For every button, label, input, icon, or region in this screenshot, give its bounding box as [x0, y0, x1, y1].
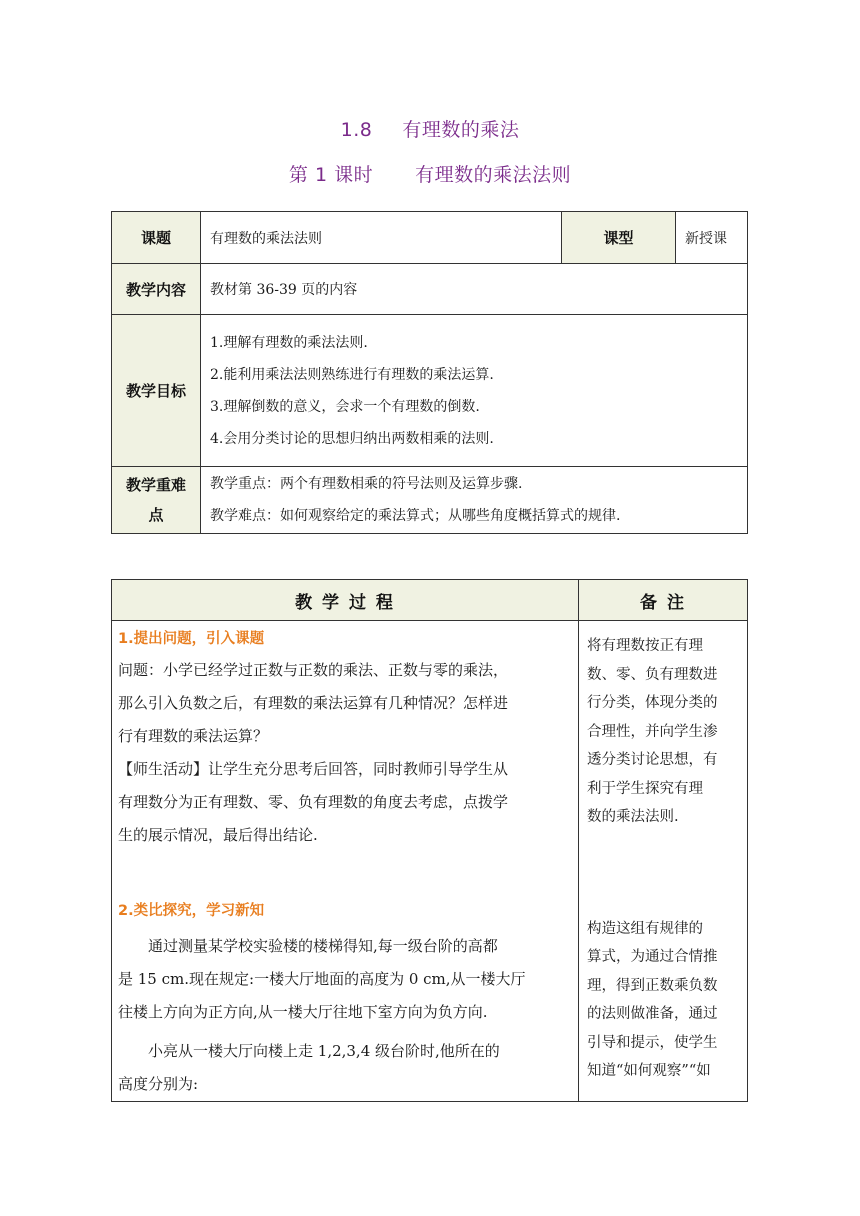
process-body-row	[112, 621, 748, 1102]
section-number: 1.8	[340, 119, 373, 141]
goals-label: 教学目标	[112, 315, 201, 467]
section-title-2: 2.类比探究，学习新知	[118, 903, 265, 919]
note-1: 将有理数按正有理 数、零、负有理数进 行分类，体现分类的 合理性，并向学生渗 透分类讨论思想，有 利于学生探究有理 数的乘法法则.	[587, 638, 718, 825]
topic-value: 有理数的乘法法则	[201, 212, 562, 264]
process-content	[112, 621, 579, 1102]
content-value: 教材第 36-39 页的内容	[201, 264, 748, 315]
topic-row	[112, 212, 748, 264]
section-title-1: 1.提出问题，引入课题	[118, 631, 265, 647]
key-point: 教学重点：两个有理数相乘的符号法则及运算步骤.	[210, 476, 523, 492]
lesson-heading	[0, 160, 860, 187]
lesson-number: 第 1 课时	[288, 164, 374, 186]
goal-item: 1.理解有理数的乘法法则.	[210, 334, 368, 351]
note-2: 构造这组有规律的 算式，为通过合情推 理，得到正数乘负数 的法则做准备，通过 引导和提示，使学生 知道“如何观察”“如	[587, 920, 718, 1079]
section-1-text: 问题：小学已经学过正数与正数的乘法、正数与零的乘法， 那么引入负数之后，有理数的乘法运算有几种情况？怎样进 行有理数的乘法运算？ 【师生活动】让学生充分思考后回答，同时教师引导学生从 有理数分为正有理数、零、负有理数的角度去考虑，点拨学 生的展示情况，最后得出结论.	[118, 661, 509, 844]
type-label: 课型	[562, 212, 676, 264]
key-points-row	[112, 467, 748, 534]
goal-item: 3.理解倒数的意义，会求一个有理数的倒数.	[210, 398, 480, 415]
goal-item: 2.能利用乘法法则熟练进行有理数的乘法运算.	[210, 366, 494, 383]
process-header: 教 学 过 程	[112, 580, 579, 621]
content-label: 教学内容	[112, 264, 201, 315]
key-points-cell	[201, 467, 748, 534]
lesson-title: 有理数的乘法法则	[415, 164, 572, 186]
section-heading	[0, 115, 860, 142]
key-point: 教学难点：如何观察给定的乘法算式；从哪些角度概括算式的规律.	[210, 508, 621, 524]
goal-item: 4.会用分类讨论的思想归纳出两数相乘的法则.	[210, 430, 494, 447]
type-value: 新授课	[676, 212, 748, 264]
notes-header: 备 注	[579, 580, 748, 621]
goals-row	[112, 315, 748, 467]
content-row	[112, 264, 748, 315]
section-title: 有理数的乘法	[402, 119, 520, 141]
notes-content	[579, 621, 748, 1102]
process-header-row	[112, 580, 748, 621]
goals-cell	[201, 315, 748, 467]
lesson-info-table	[111, 211, 748, 534]
teaching-process-table	[111, 579, 748, 1102]
topic-label: 课题	[112, 212, 201, 264]
section-2-text: 通过测量某学校实验楼的楼梯得知,每一级台阶的高都 是 15 cm.现在规定:一楼大厅地面的高度为 0 cm,从一楼大厅 往楼上方向为正方向,从一楼大厅往地下室方向为负方向. 小亮从一楼大厅向楼上走 1,2,3,4 级台阶时,他所在的 高度分别为:	[118, 937, 526, 1093]
key-points-label: 教学重难 点	[112, 467, 201, 534]
